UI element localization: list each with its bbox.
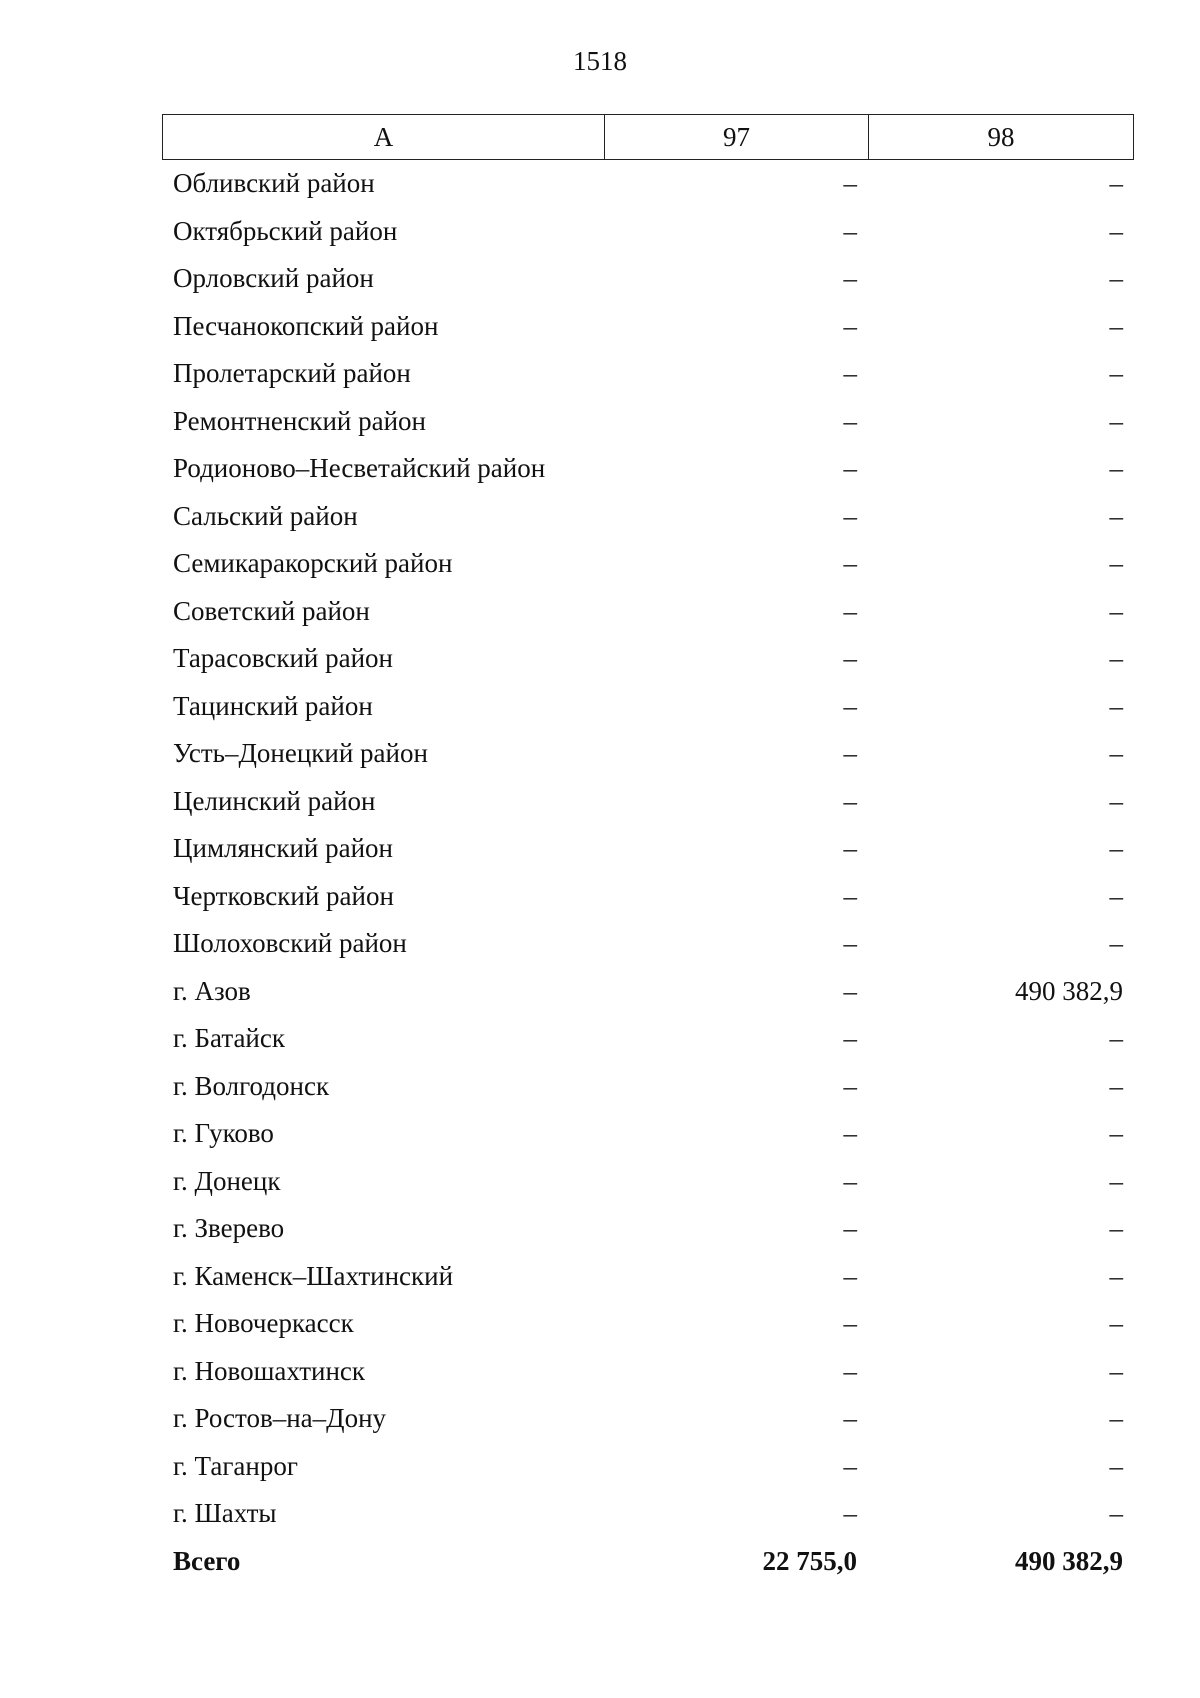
table-row bbox=[162, 350, 1134, 398]
row-value-97: – bbox=[843, 1070, 857, 1101]
table-row bbox=[162, 683, 1134, 731]
table-row bbox=[162, 635, 1134, 683]
row-value-98: – bbox=[1109, 215, 1123, 246]
row-name: Обливский район bbox=[173, 168, 375, 199]
page-number: 1518 bbox=[573, 46, 627, 76]
row-value-97: – bbox=[843, 1260, 857, 1291]
row-value-98: 490 382,9 bbox=[1015, 975, 1123, 1006]
row-value-97: – bbox=[843, 405, 857, 436]
row-value-97: – bbox=[843, 1498, 857, 1529]
table-row bbox=[162, 398, 1134, 446]
row-value-98: – bbox=[1109, 263, 1123, 294]
table-row bbox=[162, 1158, 1134, 1206]
row-value-98: – bbox=[1109, 928, 1123, 959]
total-value-98: 490 382,9 bbox=[1015, 1545, 1123, 1576]
row-value-97: – bbox=[843, 690, 857, 721]
table-row bbox=[162, 493, 1134, 541]
table-row bbox=[162, 1395, 1134, 1443]
row-value-98: – bbox=[1109, 1498, 1123, 1529]
total-value-97: 22 755,0 bbox=[762, 1545, 857, 1576]
row-value-98: – bbox=[1109, 1070, 1123, 1101]
row-value-97: – bbox=[843, 595, 857, 626]
row-value-98: – bbox=[1109, 1355, 1123, 1386]
row-value-97: – bbox=[843, 1355, 857, 1386]
row-value-98: – bbox=[1109, 1023, 1123, 1054]
row-value-97: – bbox=[843, 1213, 857, 1244]
table-row bbox=[162, 1348, 1134, 1396]
table-row bbox=[162, 778, 1134, 826]
data-table bbox=[162, 114, 1134, 1585]
row-value-98: – bbox=[1109, 785, 1123, 816]
table-row bbox=[162, 1015, 1134, 1063]
row-value-98: – bbox=[1109, 1118, 1123, 1149]
row-value-98: – bbox=[1109, 1308, 1123, 1339]
table-row bbox=[162, 208, 1134, 256]
row-value-97: – bbox=[843, 928, 857, 959]
row-value-97: – bbox=[843, 1403, 857, 1434]
table-row bbox=[162, 255, 1134, 303]
row-name: Сальский район bbox=[173, 500, 358, 531]
row-name: Усть–Донецкий район bbox=[173, 738, 428, 769]
row-value-97: – bbox=[843, 215, 857, 246]
table-row bbox=[162, 1443, 1134, 1491]
table-row bbox=[162, 160, 1134, 208]
row-value-98: – bbox=[1109, 405, 1123, 436]
row-name: Целинский район bbox=[173, 785, 376, 816]
row-name: Песчанокопский район bbox=[173, 310, 439, 341]
row-name: Пролетарский район bbox=[173, 358, 411, 389]
row-name: г. Ростов–на–Дону bbox=[173, 1403, 387, 1434]
row-value-97: – bbox=[843, 1165, 857, 1196]
row-value-98: – bbox=[1109, 1165, 1123, 1196]
row-name: Чертковский район bbox=[173, 880, 394, 911]
row-value-98: – bbox=[1109, 358, 1123, 389]
row-name: Тацинский район bbox=[173, 690, 373, 721]
row-value-97: – bbox=[843, 643, 857, 674]
table-row bbox=[162, 825, 1134, 873]
row-value-97: – bbox=[843, 263, 857, 294]
table-row bbox=[162, 730, 1134, 778]
row-name: г. Донецк bbox=[173, 1165, 281, 1196]
row-value-98: – bbox=[1109, 500, 1123, 531]
row-value-97: – bbox=[843, 1023, 857, 1054]
row-value-98: – bbox=[1109, 310, 1123, 341]
row-name: Семикаракорский район bbox=[173, 548, 453, 579]
table-header-row bbox=[162, 114, 1134, 160]
row-name: г. Батайск bbox=[173, 1023, 285, 1054]
table-row bbox=[162, 540, 1134, 588]
row-name: г. Гуково bbox=[173, 1118, 274, 1149]
row-name: Орловский район bbox=[173, 263, 374, 294]
row-name: г. Волгодонск bbox=[173, 1070, 330, 1101]
row-value-98: – bbox=[1109, 738, 1123, 769]
row-value-97: – bbox=[843, 975, 857, 1006]
row-name: Шолоховский район bbox=[173, 928, 407, 959]
table-body bbox=[162, 160, 1134, 1538]
row-value-98: – bbox=[1109, 880, 1123, 911]
table-row bbox=[162, 968, 1134, 1016]
total-label: Всего bbox=[173, 1545, 241, 1576]
row-value-98: – bbox=[1109, 168, 1123, 199]
row-value-97: – bbox=[843, 1308, 857, 1339]
header-cell-98: 98 bbox=[987, 121, 1015, 152]
row-value-97: – bbox=[843, 168, 857, 199]
row-name: Тарасовский район bbox=[173, 643, 393, 674]
header-cell-a: А bbox=[163, 115, 605, 159]
row-value-97: – bbox=[843, 358, 857, 389]
row-name: Родионово–Несветайский район bbox=[173, 453, 546, 484]
row-name: Цимлянский район bbox=[173, 833, 394, 864]
row-value-98: – bbox=[1109, 548, 1123, 579]
row-value-97: – bbox=[843, 1450, 857, 1481]
row-name: г. Новочеркасск bbox=[173, 1308, 354, 1339]
row-value-98: – bbox=[1109, 1403, 1123, 1434]
row-value-97: – bbox=[843, 785, 857, 816]
table-row bbox=[162, 873, 1134, 921]
row-value-97: – bbox=[843, 453, 857, 484]
row-name: г. Таганрог bbox=[173, 1450, 298, 1481]
table-row bbox=[162, 303, 1134, 351]
header-cell-97: 97 bbox=[605, 115, 869, 159]
row-name: г. Зверево bbox=[173, 1213, 285, 1244]
row-value-97: – bbox=[843, 833, 857, 864]
row-value-97: – bbox=[843, 1118, 857, 1149]
table-row bbox=[162, 1205, 1134, 1253]
row-name: г. Шахты bbox=[173, 1498, 277, 1529]
table-row bbox=[162, 1490, 1134, 1538]
row-name: Ремонтненский район bbox=[173, 405, 426, 436]
table-row bbox=[162, 1063, 1134, 1111]
table-row bbox=[162, 445, 1134, 493]
row-name: г. Новошахтинск bbox=[173, 1355, 365, 1386]
row-value-97: – bbox=[843, 310, 857, 341]
row-value-98: – bbox=[1109, 833, 1123, 864]
table-row bbox=[162, 920, 1134, 968]
row-value-98: – bbox=[1109, 643, 1123, 674]
table-row bbox=[162, 1110, 1134, 1158]
row-value-98: – bbox=[1109, 453, 1123, 484]
table-total-row bbox=[162, 1538, 1134, 1586]
row-value-97: – bbox=[843, 500, 857, 531]
row-value-98: – bbox=[1109, 1450, 1123, 1481]
row-value-98: – bbox=[1109, 690, 1123, 721]
row-value-98: – bbox=[1109, 595, 1123, 626]
row-value-97: – bbox=[843, 880, 857, 911]
row-name: Октябрьский район bbox=[173, 215, 398, 246]
row-name: Советский район bbox=[173, 595, 370, 626]
table-row bbox=[162, 1253, 1134, 1301]
row-value-98: – bbox=[1109, 1260, 1123, 1291]
table-row bbox=[162, 588, 1134, 636]
row-name: г. Каменск–Шахтинский bbox=[173, 1260, 454, 1291]
table-row bbox=[162, 1300, 1134, 1348]
row-name: г. Азов bbox=[173, 975, 251, 1006]
row-value-97: – bbox=[843, 738, 857, 769]
row-value-98: – bbox=[1109, 1213, 1123, 1244]
row-value-97: – bbox=[843, 548, 857, 579]
